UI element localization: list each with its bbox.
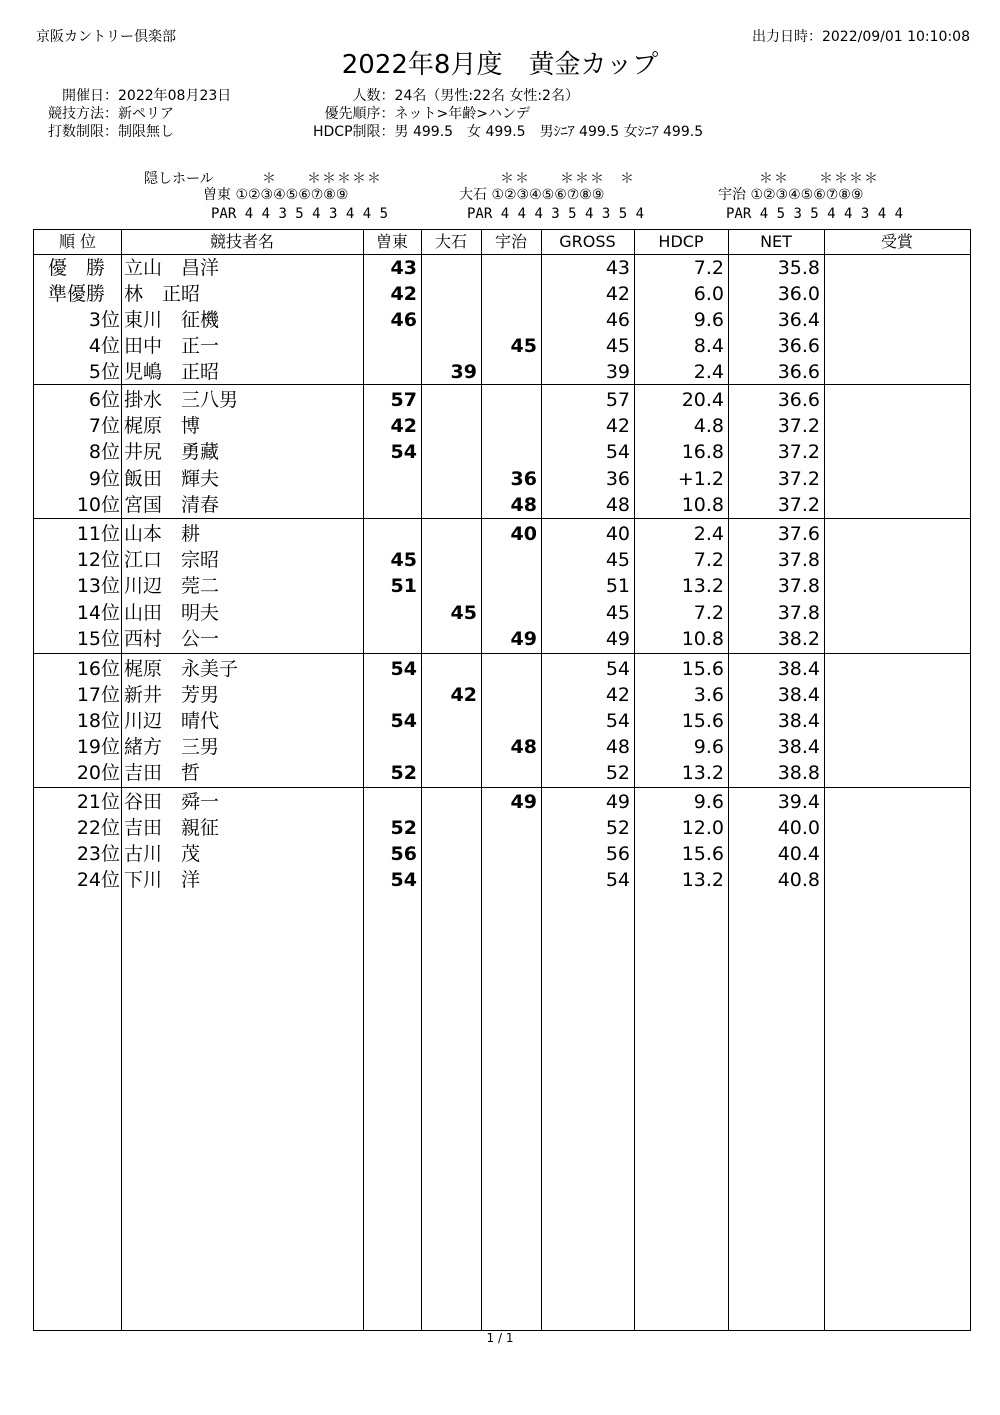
hole-numbers-ooishi: ①②③④⑤⑥⑦⑧⑨	[491, 187, 605, 203]
rank-cell: 18位	[76, 710, 120, 732]
net-value: 36.0	[777, 283, 820, 305]
table-row	[34, 439, 970, 465]
table-row	[34, 413, 970, 439]
rank-cell: 20位	[76, 762, 120, 784]
score-sotou: 54	[390, 869, 417, 891]
hdcp-value: 6.0	[693, 283, 724, 305]
score-ooishi: 39	[450, 361, 477, 383]
score-uji: 48	[510, 494, 537, 516]
hdcp-value: 13.2	[681, 869, 724, 891]
net-value: 40.8	[777, 869, 820, 891]
score-sotou: 52	[390, 762, 417, 784]
rank-cell: 優 勝	[48, 257, 106, 279]
net-value: 38.4	[777, 684, 820, 706]
player-name: 林 正昭	[124, 283, 201, 305]
gross-value: 56	[605, 843, 630, 865]
score-sotou: 54	[390, 441, 417, 463]
rank-cell: 24位	[76, 869, 120, 891]
score-uji: 36	[510, 468, 537, 490]
net-value: 38.4	[777, 658, 820, 680]
player-name: 西村 公一	[124, 628, 220, 650]
hdcp-value: 3.6	[693, 684, 724, 706]
net-value: 40.0	[777, 817, 820, 839]
score-ooishi: 42	[450, 684, 477, 706]
hdcp-value: 9.6	[693, 309, 724, 331]
par-label-ooishi: PAR	[467, 206, 493, 222]
table-row	[34, 734, 970, 760]
score-sotou: 43	[390, 257, 417, 279]
table-row	[34, 387, 970, 413]
hdcp-limit-label: HDCP制限：	[313, 124, 395, 140]
date-label: 開催日：	[62, 88, 118, 104]
hdcp-value: 9.6	[693, 791, 724, 813]
info-left	[48, 87, 231, 141]
date-value: 2022年08月23日	[118, 88, 232, 104]
score-uji: 40	[510, 523, 537, 545]
score-uji: 45	[510, 335, 537, 357]
gross-value: 45	[605, 549, 630, 571]
net-value: 38.2	[777, 628, 820, 650]
player-name: 井尻 勇藏	[124, 441, 220, 463]
gross-value: 39	[605, 361, 630, 383]
net-value: 39.4	[777, 791, 820, 813]
rank-cell: 4位	[88, 335, 120, 357]
player-name: 山本 耕	[124, 523, 201, 545]
hole-numbers-sotou: ①②③④⑤⑥⑦⑧⑨	[235, 187, 349, 203]
table-row	[34, 600, 970, 626]
net-value: 37.2	[777, 468, 820, 490]
rank-cell: 準優勝	[48, 283, 106, 305]
course-name-sotou: 曽東	[203, 187, 231, 203]
hdcp-value: 2.4	[693, 361, 724, 383]
player-name: 児嶋 正昭	[124, 361, 220, 383]
net-value: 37.6	[777, 523, 820, 545]
table-row	[34, 867, 970, 893]
par-values-sotou: 4 4 3 5 4 3 4 4 5	[244, 206, 389, 222]
hdcp-value: 9.6	[693, 736, 724, 758]
player-name: 吉田 哲	[124, 762, 201, 784]
method-value: 新ペリア	[118, 106, 174, 122]
rank-cell: 8位	[88, 441, 120, 463]
net-value: 36.6	[777, 335, 820, 357]
gross-value: 42	[605, 283, 630, 305]
table-row	[34, 760, 970, 786]
score-ooishi: 45	[450, 602, 477, 624]
count-label: 人数：	[352, 88, 395, 104]
net-value: 38.4	[777, 736, 820, 758]
hdcp-value: +1.2	[677, 468, 724, 490]
net-value: 37.2	[777, 494, 820, 516]
course-holes-ooishi	[459, 188, 604, 202]
player-name: 梶原 永美子	[124, 658, 239, 680]
table-row	[34, 307, 970, 333]
course-holes-uji	[718, 188, 863, 202]
par-row-ooishi	[467, 207, 644, 221]
rank-cell: 10位	[76, 494, 120, 516]
rank-cell: 6位	[88, 389, 120, 411]
gross-value: 45	[605, 602, 630, 624]
player-name: 田中 正一	[124, 335, 220, 357]
header-name: 競技者名	[209, 232, 274, 251]
net-value: 38.8	[777, 762, 820, 784]
rank-cell: 5位	[88, 361, 120, 383]
table-row	[34, 682, 970, 708]
rank-cell: 12位	[76, 549, 120, 571]
table-row	[34, 815, 970, 841]
table-row	[34, 656, 970, 682]
gross-value: 57	[605, 389, 630, 411]
score-uji: 49	[510, 628, 537, 650]
hdcp-value: 7.2	[693, 602, 724, 624]
gross-value: 36	[605, 468, 630, 490]
net-value: 40.4	[777, 843, 820, 865]
table-row	[34, 789, 970, 815]
header-award: 受賞	[880, 232, 913, 251]
gross-value: 54	[605, 869, 630, 891]
par-values-uji: 4 5 3 5 4 4 3 4 4	[759, 206, 904, 222]
table-row	[34, 547, 970, 573]
net-value: 36.6	[777, 361, 820, 383]
player-name: 江口 宗昭	[124, 549, 220, 571]
header-uji: 宇治	[494, 232, 527, 251]
score-uji: 48	[510, 736, 537, 758]
table-row	[34, 255, 970, 281]
net-value: 37.8	[777, 602, 820, 624]
hdcp-value: 10.8	[681, 494, 724, 516]
player-name: 掛水 三八男	[124, 389, 239, 411]
rank-cell: 9位	[88, 468, 120, 490]
hdcp-value: 15.6	[681, 658, 724, 680]
rank-cell: 3位	[88, 309, 120, 331]
net-value: 36.4	[777, 309, 820, 331]
rank-cell: 22位	[76, 817, 120, 839]
hdcp-value: 4.8	[693, 415, 724, 437]
gross-value: 46	[605, 309, 630, 331]
score-sotou: 45	[390, 549, 417, 571]
results-table	[33, 229, 971, 1331]
rank-cell: 15位	[76, 628, 120, 650]
player-name: 飯田 輝夫	[124, 468, 220, 490]
player-name: 立山 昌洋	[124, 257, 220, 279]
score-sotou: 54	[390, 710, 417, 732]
score-sotou: 51	[390, 575, 417, 597]
rank-cell: 17位	[76, 684, 120, 706]
par-row-sotou	[211, 207, 388, 221]
player-name: 山田 明夫	[124, 602, 220, 624]
gross-value: 51	[605, 575, 630, 597]
score-sotou: 42	[390, 283, 417, 305]
table-row	[34, 333, 970, 359]
count-value: 24名（男性:22名 女性:2名）	[394, 88, 579, 104]
score-sotou: 54	[390, 658, 417, 680]
gross-value: 52	[605, 762, 630, 784]
table-row	[34, 281, 970, 307]
net-value: 37.8	[777, 549, 820, 571]
group-divider	[34, 653, 970, 654]
player-name: 吉田 親征	[124, 817, 220, 839]
gross-value: 42	[605, 415, 630, 437]
rank-cell: 14位	[76, 602, 120, 624]
hidden-stars-ooishi: ＊＊ ＊＊＊ ＊	[500, 171, 635, 187]
gross-value: 54	[605, 710, 630, 732]
gross-value: 54	[605, 658, 630, 680]
gross-value: 49	[605, 628, 630, 650]
gross-value: 40	[605, 523, 630, 545]
hdcp-value: 20.4	[681, 389, 724, 411]
par-values-ooishi: 4 4 4 3 5 4 3 5 4	[500, 206, 645, 222]
limit-label: 打数制限：	[48, 124, 118, 140]
player-name: 下川 洋	[124, 869, 201, 891]
hdcp-limit-value: 男 499.5 女 499.5 男ｼﾆｱ 499.5 女ｼﾆｱ 499.5	[394, 124, 704, 140]
group-divider	[34, 787, 970, 788]
gross-value: 48	[605, 494, 630, 516]
table-row	[34, 359, 970, 385]
rank-cell: 19位	[76, 736, 120, 758]
gross-value: 48	[605, 736, 630, 758]
course-holes-sotou	[203, 188, 348, 202]
club-name: 京阪カントリー倶楽部	[36, 29, 176, 45]
course-name-ooishi: 大石	[459, 187, 487, 203]
table-row	[34, 492, 970, 518]
header-ooishi: 大石	[434, 232, 467, 251]
net-value: 35.8	[777, 257, 820, 279]
player-name: 東川 征機	[124, 309, 220, 331]
hole-numbers-uji: ①②③④⑤⑥⑦⑧⑨	[750, 187, 864, 203]
hdcp-value: 8.4	[693, 335, 724, 357]
gross-value: 52	[605, 817, 630, 839]
net-value: 37.2	[777, 441, 820, 463]
net-value: 37.2	[777, 415, 820, 437]
player-name: 川辺 莞二	[124, 575, 220, 597]
score-sotou: 56	[390, 843, 417, 865]
hdcp-value: 7.2	[693, 257, 724, 279]
rank-cell: 7位	[88, 415, 120, 437]
header-rank: 順 位	[58, 232, 97, 251]
output-datetime: 出力日時：2022/09/01 10:10:08	[751, 29, 970, 45]
table-row	[34, 466, 970, 492]
hidden-stars-uji: ＊＊ ＊＊＊＊	[759, 171, 879, 187]
hdcp-value: 13.2	[681, 575, 724, 597]
hdcp-value: 2.4	[693, 523, 724, 545]
player-name: 新井 芳男	[124, 684, 220, 706]
net-value: 36.6	[777, 389, 820, 411]
header-net: NET	[760, 232, 792, 251]
priority-value: ネット>年齢>ハンデ	[394, 106, 530, 122]
info-right	[313, 87, 703, 141]
limit-value: 制限無し	[118, 124, 174, 140]
score-sotou: 46	[390, 309, 417, 331]
page-title: 2022年8月度 黄金カップ	[341, 50, 659, 80]
header-sotou: 曽東	[375, 232, 408, 251]
rank-cell: 16位	[76, 658, 120, 680]
rank-cell: 23位	[76, 843, 120, 865]
par-label-sotou: PAR	[211, 206, 237, 222]
hdcp-value: 13.2	[681, 762, 724, 784]
gross-value: 43	[605, 257, 630, 279]
hdcp-value: 15.6	[681, 843, 724, 865]
player-name: 宮国 清春	[124, 494, 220, 516]
player-name: 古川 茂	[124, 843, 201, 865]
group-divider	[34, 518, 970, 519]
header-hdcp: HDCP	[658, 232, 704, 251]
player-name: 梶原 博	[124, 415, 201, 437]
table-row	[34, 841, 970, 867]
table-row	[34, 708, 970, 734]
score-sotou: 42	[390, 415, 417, 437]
hdcp-value: 7.2	[693, 549, 724, 571]
table-row	[34, 573, 970, 599]
player-name: 谷田 舜一	[124, 791, 220, 813]
hidden-holes-label: 隠しホール	[144, 171, 214, 187]
gross-value: 49	[605, 791, 630, 813]
table-row	[34, 626, 970, 652]
net-value: 37.8	[777, 575, 820, 597]
table-row	[34, 521, 970, 547]
page-number: 1 / 1	[486, 1331, 514, 1345]
course-name-uji: 宇治	[718, 187, 746, 203]
hdcp-value: 16.8	[681, 441, 724, 463]
method-label: 競技方法：	[48, 106, 118, 122]
score-sotou: 57	[390, 389, 417, 411]
gross-value: 42	[605, 684, 630, 706]
net-value: 38.4	[777, 710, 820, 732]
score-sotou: 52	[390, 817, 417, 839]
priority-label: 優先順序：	[324, 106, 395, 122]
header-gross: GROSS	[559, 232, 616, 251]
rank-cell: 11位	[76, 523, 120, 545]
score-uji: 49	[510, 791, 537, 813]
par-label-uji: PAR	[726, 206, 752, 222]
gross-value: 54	[605, 441, 630, 463]
hdcp-value: 15.6	[681, 710, 724, 732]
rank-cell: 13位	[76, 575, 120, 597]
player-name: 川辺 晴代	[124, 710, 220, 732]
hidden-stars-sotou: ＊ ＊＊＊＊＊	[262, 171, 382, 187]
hdcp-value: 10.8	[681, 628, 724, 650]
gross-value: 45	[605, 335, 630, 357]
par-row-uji	[726, 207, 903, 221]
player-name: 緒方 三男	[124, 736, 220, 758]
rank-cell: 21位	[76, 791, 120, 813]
hdcp-value: 12.0	[681, 817, 724, 839]
